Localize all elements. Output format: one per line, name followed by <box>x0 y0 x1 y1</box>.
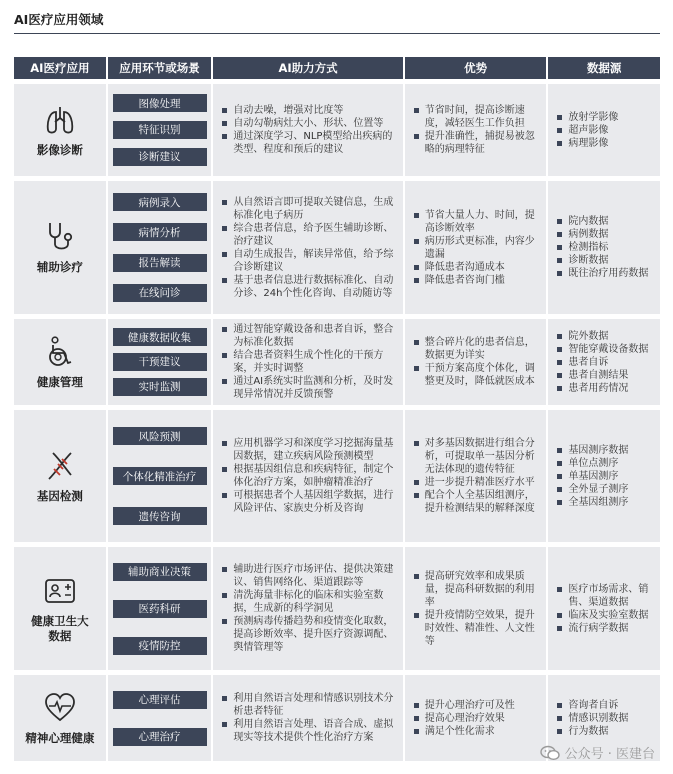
method-cell <box>213 410 402 542</box>
advantage-cell-list <box>413 209 541 287</box>
list-item: 提高心理治疗效果 <box>413 712 541 725</box>
list-item: 放射学影像 <box>556 111 654 124</box>
method-cell-list <box>221 437 396 515</box>
scene-pill: 诊断建议 <box>113 148 207 166</box>
scene-pill: 遗传咨询 <box>113 507 207 525</box>
app-name: 健康管理 <box>36 374 83 389</box>
list-item: 结合患者资料生成个性化的干预方案，并实时调整 <box>221 349 396 375</box>
advantage-cell-list <box>413 570 541 648</box>
heart-pulse-icon <box>43 691 77 725</box>
medical-card-icon <box>43 574 77 608</box>
scene-pill: 干预建议 <box>113 353 207 371</box>
method-cell-list <box>221 692 396 744</box>
wechat-icon <box>540 745 560 761</box>
method-cell-list <box>221 104 396 156</box>
source-cell-list <box>556 699 654 738</box>
list-item: 根据基因组信息和疾病特征，制定个体化治疗方案，如肿瘤精准治疗 <box>221 463 396 489</box>
app-cell <box>14 547 106 670</box>
list-item: 配合个人全基因组测序，提升检测结果的解释深度 <box>413 489 541 515</box>
list-item: 病理影像 <box>556 137 654 150</box>
list-item: 全外显子测序 <box>556 483 654 496</box>
list-item: 可根据患者个人基因组学数据，进行风险评估、家族史分析及咨询 <box>221 489 396 515</box>
advantage-cell-list <box>413 104 541 156</box>
advantage-cell-list <box>413 336 541 388</box>
app-cell <box>14 675 106 761</box>
list-item: 进一步提升精准医疗水平 <box>413 476 541 489</box>
list-item: 清洗海量非标化的临床和实验室数据，生成新的科学洞见 <box>221 589 396 615</box>
list-item: 检测指标 <box>556 241 654 254</box>
source-cell <box>548 547 660 670</box>
table-header <box>14 57 660 79</box>
method-cell <box>213 181 402 314</box>
list-item: 单基因测序 <box>556 470 654 483</box>
list-item: 降低患者咨询门槛 <box>413 274 541 287</box>
app-name: 辅助诊疗 <box>36 260 83 274</box>
advantage-cell-list <box>413 699 541 738</box>
scene-pill: 在线问诊 <box>113 284 207 302</box>
source-cell <box>548 319 660 405</box>
scene-pill: 心理治疗 <box>113 728 207 746</box>
list-item: 提升准确性，捕捉易被忽略的病理特征 <box>413 130 541 156</box>
source-cell-list <box>556 111 654 150</box>
method-cell <box>213 319 402 405</box>
method-cell-list <box>221 563 396 654</box>
scene-pill: 实时监测 <box>113 378 207 396</box>
scene-cell <box>108 84 212 176</box>
header-advantage: 优势 <box>405 57 547 79</box>
stethoscope-icon <box>43 220 77 254</box>
source-cell <box>548 84 660 176</box>
app-cell <box>14 319 106 405</box>
list-item: 基因测序数据 <box>556 444 654 457</box>
advantage-cell-list <box>413 437 541 515</box>
watermark <box>540 743 655 762</box>
advantage-cell <box>405 181 547 314</box>
ai-medical-table <box>14 57 660 761</box>
list-item: 对多基因数据进行组合分析，可提取单一基因分析无法体现的遗传特征 <box>413 437 541 476</box>
list-item: 满足个性化需求 <box>413 725 541 738</box>
list-item: 院内数据 <box>556 215 654 228</box>
list-item: 自动去噪，增强对比度等 <box>221 104 396 117</box>
scene-pill: 医药科研 <box>113 600 207 618</box>
list-item: 患者自测结果 <box>556 369 654 382</box>
list-item: 患者用药情况 <box>556 382 654 395</box>
list-item: 通过AI系统实时监测和分析，及时发现异常情况并反馈预警 <box>221 375 396 401</box>
scene-pill: 病情分析 <box>113 223 207 241</box>
list-item: 基于患者信息进行数据标准化、自动分诊、24h个性化咨询、自动随访等 <box>221 274 396 300</box>
table-row <box>14 84 660 176</box>
watermark-text: 公众号 · 医建台 <box>564 747 655 762</box>
list-item: 综合患者信息，给予医生辅助诊断、治疗建议 <box>221 222 396 248</box>
list-item: 自动勾勒病灶大小、形状、位置等 <box>221 117 396 130</box>
source-cell-list <box>556 215 654 280</box>
scene-cell <box>108 319 212 405</box>
app-cell <box>14 181 106 314</box>
list-item: 临床及实验室数据 <box>556 609 654 622</box>
source-cell-list <box>556 444 654 509</box>
list-item: 降低患者沟通成本 <box>413 261 541 274</box>
lungs-icon <box>43 103 77 137</box>
header-scene: 应用环节或场景 <box>108 57 212 79</box>
app-cell <box>14 410 106 542</box>
list-item: 行为数据 <box>556 725 654 738</box>
list-item: 单位点测序 <box>556 457 654 470</box>
list-item: 既往治疗用药数据 <box>556 267 654 280</box>
scene-cell <box>108 675 212 761</box>
method-cell <box>213 675 402 761</box>
source-cell-list <box>556 583 654 635</box>
scene-cell <box>108 410 212 542</box>
header-source: 数据源 <box>548 57 660 79</box>
scene-pill: 病例录入 <box>113 193 207 211</box>
list-item: 提高研究效率和成果质量，提高科研数据的利用率 <box>413 570 541 609</box>
list-item: 整合碎片化的患者信息，数据更为详实 <box>413 336 541 362</box>
scene-pill: 图像处理 <box>113 94 207 112</box>
advantage-cell <box>405 675 547 761</box>
source-cell <box>548 181 660 314</box>
list-item: 咨询者自诉 <box>556 699 654 712</box>
title-divider <box>14 33 660 34</box>
list-item: 利用自然语言处理和情感识别技术分析患者特征 <box>221 692 396 718</box>
list-item: 流行病学数据 <box>556 622 654 635</box>
list-item: 辅助进行医疗市场评估、提供决策建议、销售网络化、渠道跟踪等 <box>221 563 396 589</box>
list-item: 预测病毒传播趋势和疫情变化取数，提高诊断效率、提升医疗资源调配、舆情管理等 <box>221 615 396 654</box>
list-item: 患者自诉 <box>556 356 654 369</box>
list-item: 提升疫情防空效果，提升时效性、精准性、人文性等 <box>413 609 541 648</box>
app-cell <box>14 84 106 176</box>
list-item: 利用自然语言处理、语音合成、虚拟现实等技术提供个性化治疗方案 <box>221 718 396 744</box>
list-item: 医疗市场需求、销售、渠道数据 <box>556 583 654 609</box>
list-item: 病例数据 <box>556 228 654 241</box>
header-method: AI助力方式 <box>213 57 402 79</box>
scene-pill: 健康数据收集 <box>113 328 207 346</box>
list-item: 自动生成报告，解读异常值，给予综合诊断建议 <box>221 248 396 274</box>
method-cell <box>213 84 402 176</box>
list-item: 超声影像 <box>556 124 654 137</box>
app-name: 精神心理健康 <box>25 730 95 745</box>
dna-icon <box>43 449 77 483</box>
list-item: 应用机器学习和深度学习挖掘海量基因数据，建立疾病风险预测模型 <box>221 437 396 463</box>
method-cell-list <box>221 323 396 401</box>
table-row <box>14 181 660 314</box>
advantage-cell <box>405 84 547 176</box>
list-item: 提升心理治疗可及性 <box>413 699 541 712</box>
page-title: AI医疗应用领域 <box>14 12 104 27</box>
scene-cell <box>108 547 212 670</box>
method-cell-list <box>221 196 396 300</box>
list-item: 情感识别数据 <box>556 712 654 725</box>
app-name: 健康卫生大数据 <box>31 613 89 643</box>
list-item: 节省大量人力、时间，提高诊断效率 <box>413 209 541 235</box>
scene-cell <box>108 181 212 314</box>
list-item: 诊断数据 <box>556 254 654 267</box>
table-row <box>14 410 660 542</box>
advantage-cell <box>405 319 547 405</box>
source-cell-list <box>556 330 654 395</box>
list-item: 通过智能穿戴设备和患者自诉，整合为标准化数据 <box>221 323 396 349</box>
scene-pill: 疫情防控 <box>113 637 207 655</box>
scene-pill: 特征识别 <box>113 121 207 139</box>
list-item: 通过深度学习、NLP模型给出疾病的类型、程度和预后的建议 <box>221 130 396 156</box>
list-item: 病历形式更标准，内容少遗漏 <box>413 235 541 261</box>
scene-pill: 报告解读 <box>113 254 207 272</box>
source-cell <box>548 410 660 542</box>
header-app: AI医疗应用 <box>14 57 106 79</box>
list-item: 节省时间，提高诊断速度，减轻医生工作负担 <box>413 104 541 130</box>
scene-pill: 风险预测 <box>113 427 207 445</box>
list-item: 干预方案高度个体化，调整更及时，降低就医成本 <box>413 362 541 388</box>
advantage-cell <box>405 547 547 670</box>
list-item: 院外数据 <box>556 330 654 343</box>
app-name: 影像诊断 <box>36 142 83 157</box>
app-name: 基因检测 <box>36 488 83 503</box>
method-cell <box>213 547 402 670</box>
table-row <box>14 319 660 405</box>
advantage-cell <box>405 410 547 542</box>
list-item: 智能穿戴设备数据 <box>556 343 654 356</box>
table-row <box>14 547 660 670</box>
scene-pill: 个体化精准治疗 <box>113 467 207 485</box>
scene-pill: 心理评估 <box>113 691 207 709</box>
list-item: 全基因组测序 <box>556 496 654 509</box>
wheelchair-icon <box>43 335 77 369</box>
scene-pill: 辅助商业决策 <box>113 563 207 581</box>
list-item: 从自然语言即可提取关键信息，生成标准化电子病历 <box>221 196 396 222</box>
